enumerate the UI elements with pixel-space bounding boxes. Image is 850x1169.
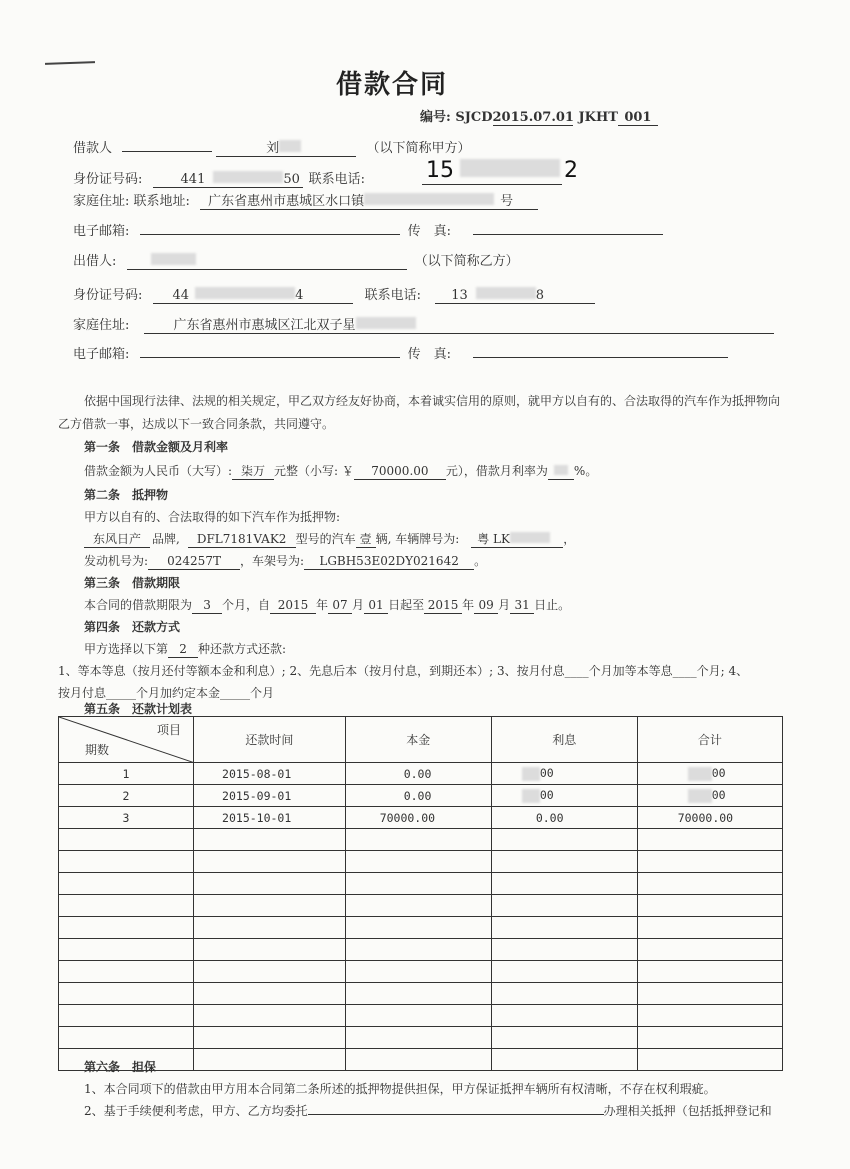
- intro-paragraph: 依据中国现行法律、法规的相关规定，甲乙双方经友好协商，本着诚实信用的原则，就甲方以自有的、合法取得的汽车作为抵押物向乙方借款一事，达成以下一致合同条款，共同遵守。: [58, 394, 781, 431]
- contract-number: 编号: SJCD2015.07.01 JKHT 001: [420, 106, 658, 126]
- col-header: 还款时间: [194, 717, 346, 763]
- table-row: 1 2015-08-01 0.00 00 00: [59, 763, 783, 785]
- article-5-title: 第五条 还款计划表: [84, 702, 193, 716]
- table-row-empty: [59, 983, 783, 1005]
- table-row-empty: [59, 895, 783, 917]
- article-3-body: 本合同的借款期限为 3 个月，自 2015 年 07 月 01 日起至 2015 年 09 月 31 日止。: [84, 598, 571, 612]
- repayment-schedule-table: [58, 716, 783, 1071]
- table-header-row: [59, 717, 783, 763]
- article-6-para-1: 1、本合同项下的借款由甲方用本合同第二条所述的抵押物提供担保，甲方保证抵押车辆所有权清晰，不存在权利瑕疵。: [84, 1082, 716, 1096]
- article-1-title: 第一条 借款金额及月利率: [84, 440, 229, 454]
- borrower-address-row: 家庭住址: 联系地址: 广东省惠州市惠城区水口镇 号: [73, 190, 538, 210]
- article-6-title: 第六条 担保: [84, 1060, 157, 1074]
- article-3-title: 第三条 借款期限: [84, 576, 181, 590]
- lender-name-row: 出借人: （以下简称乙方）: [73, 254, 519, 269]
- col-header: 本金: [345, 717, 491, 763]
- table-row-empty: [59, 1027, 783, 1049]
- article-4-options-1: 1、等本等息（按月还付等额本金和利息）; 2、先息后本（按月付息，到期还本）; 3、按月付息____个月加等本等息____个月; 4、: [58, 664, 749, 678]
- lender-address-row: 家庭住址: 广东省惠州市惠城区江北双子星: [73, 314, 774, 334]
- article-2-line1: 甲方以自有的、合法取得的如下汽车作为抵押物:: [84, 510, 341, 524]
- borrower-name-row: 借款人 刘 （以下简称甲方）: [73, 141, 471, 156]
- borrower-phone-underline: [422, 184, 562, 185]
- article-1-body: 借款金额为人民币（大写）: 柒万 元整（小写: ￥ 70000.00 元），借款月利率为 %。: [84, 464, 598, 478]
- borrower-name: 刘: [266, 141, 280, 156]
- article-2-vehicle: 东风日产 品牌, DFL7181VAK2 型号的汽车 壹 辆, 车辆牌号为: 粤 LK ，: [84, 530, 575, 548]
- article-6-para-2: 2、基于手续便利考虑，甲方、乙方均委托 办理相关抵押（包括抵押登记和: [84, 1104, 772, 1118]
- table-row: 2 2015-09-01 0.00 00 00: [59, 785, 783, 807]
- borrower-phone: 15 2: [426, 158, 578, 183]
- article-4-choice: 甲方选择以下第 2 种还款方式还款:: [84, 642, 287, 656]
- scan-mark: [45, 61, 95, 65]
- table-row-empty: [59, 917, 783, 939]
- document-title: 借款合同: [336, 70, 449, 100]
- col-header: 利息: [491, 717, 637, 763]
- table-row-empty: [59, 829, 783, 851]
- table-row: 3 2015-10-01 70000.00 0.00 70000.00: [59, 807, 783, 829]
- header-diagonal-cell: 项目 期数: [59, 717, 194, 763]
- article-2-engine: 发动机号为: 024257T ，车架号为: LGBH53E02DY021642 。: [84, 554, 487, 568]
- table-row-empty: [59, 1049, 783, 1071]
- table-row-empty: [59, 1005, 783, 1027]
- borrower-email-row: 电子邮箱: 传 真:: [73, 220, 663, 239]
- article-2-title: 第二条 抵押物: [84, 488, 169, 502]
- table-row-empty: [59, 961, 783, 983]
- lender-email-row: 电子邮箱: 传 真:: [73, 343, 728, 362]
- article-4-title: 第四条 还款方式: [84, 620, 181, 634]
- table-row-empty: [59, 851, 783, 873]
- table-row-empty: [59, 873, 783, 895]
- table-row-empty: [59, 939, 783, 961]
- borrower-id-row: 身份证号码: 441 50 联系电话:: [73, 172, 366, 187]
- col-header: 合计: [637, 717, 782, 763]
- lender-id-row: 身份证号码: 44 4 联系电话: 13 8: [73, 284, 595, 304]
- article-4-options-2: 按月付息_____个月加约定本金_____个月: [58, 686, 275, 700]
